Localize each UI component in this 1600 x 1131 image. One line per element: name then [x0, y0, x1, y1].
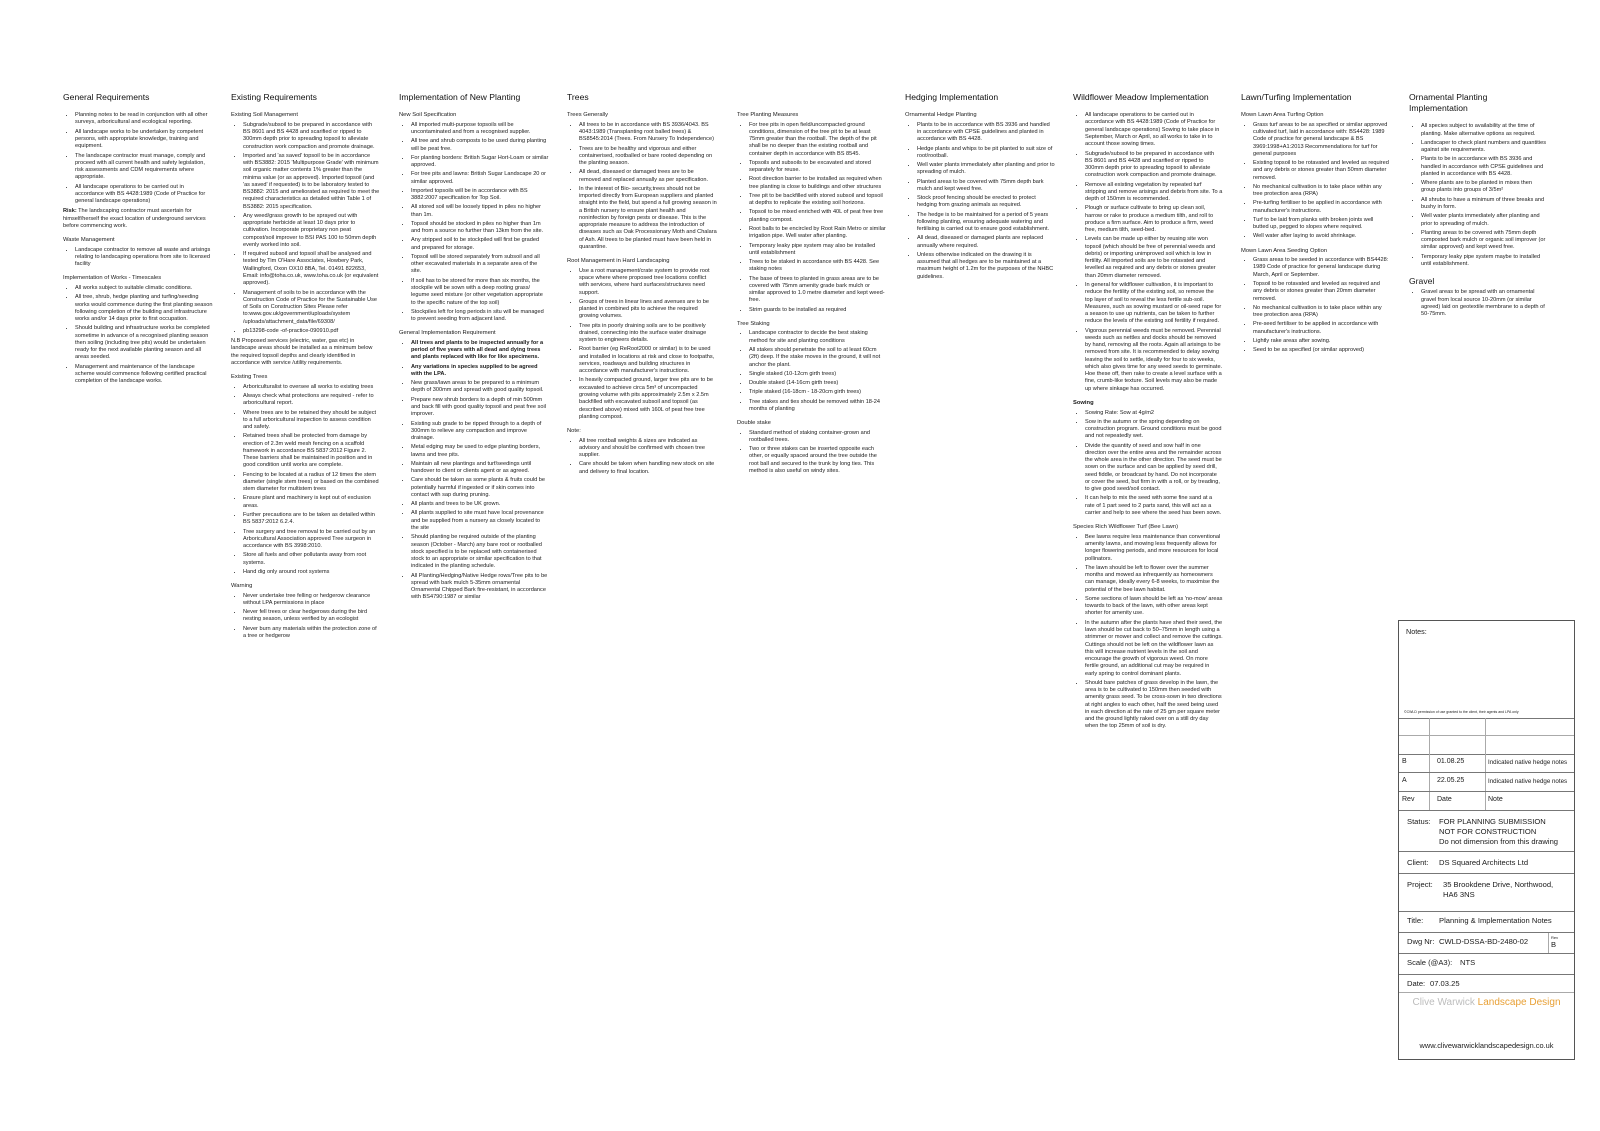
existing-trees-list — [231, 384, 381, 576]
scale-section — [1399, 954, 1574, 975]
grid-line — [1485, 754, 1486, 772]
list-item: • The hedge is to be maintained for a period of 5 years following planting, ensuring adequate watering and fertilising is carried out to ensure good establishment. — [917, 212, 1055, 234]
list-item: • All tree rootball weights & sizes are indicated as advisory and should be confirmed with chosen tree supplier. — [579, 438, 717, 460]
new-soil-list — [399, 122, 549, 324]
title-block — [1398, 620, 1575, 1060]
revision-letter: A — [1402, 777, 1407, 784]
list-item: • Topsoil to be rotavated and leveled as required and any debris or stones greater than 20mm diameter removed. — [1253, 281, 1389, 303]
list-item: • Double staked (14-16cm girth trees) — [749, 380, 887, 387]
logo-grey-text: Clive Warwick — [1412, 997, 1478, 1008]
timescales-list — [63, 285, 213, 385]
title-label: Title: — [1407, 916, 1424, 925]
subheading: Existing Soil Management — [231, 112, 299, 119]
grid-line — [1429, 754, 1430, 772]
scale-value: NTS — [1460, 958, 1476, 967]
list-item: • Trees are to be healthy and vigorous and either containerised, rootballed or bare rooted depending on the planting season. — [579, 146, 717, 168]
list-item: • Any weed/grass growth to be sprayed out with appropriate herbicide at least 10 days prior to cultivation. Incorporate proprietary non peat compost/soil improver to BSI PAS 100 to 50mm depth evenly worked into soil. — [243, 213, 381, 249]
grid-line — [1429, 718, 1430, 754]
hedging-list — [905, 122, 1055, 281]
list-item: • Hedge plants and whips to be pit planted to suit size of root/rootball. — [917, 146, 1055, 161]
list-item: • Ensure plant and machinery is kept out of exclusion areas. — [243, 495, 381, 510]
waste-list — [63, 247, 213, 269]
list-item: • New grass/lawn areas to be prepared to a minimum depth of 300mm and spread with good quality topsoil. — [411, 380, 549, 395]
list-item: • The landscape contractor must manage, comply and proceed with all current health and safety legislation, risk assessments and CDM requirements where appropriate. — [75, 153, 213, 182]
logo-orange-text: Landscape Design — [1477, 997, 1561, 1008]
list-item: • Imported topsoils will be in accordance with BS 3882:2007 specification for Top Soil. — [411, 188, 549, 203]
list-item: • For tree pits in open field/uncompacted ground conditions, dimension of the tree pit to be at least 75mm greater than the rootball. The depth of the pit shall be no deeper than the existing rootball and container depth in accordance with BS 8545. — [749, 122, 887, 158]
drawing-number-value: CWLD-DSSA-BD-2480-02 — [1439, 937, 1529, 946]
subheading: Tree Planting Measures — [737, 112, 799, 118]
list-item: • In the interest of Bio- security,trees should not be imported directly from European suppliers and planted straight into the field, but spend a full growing season in a British nursery to ensure plant health and noninfection by foreign pests or disease. This is the appropriate measure to address the introduction of diseases such as Oak Processionary Moth and Chalara of Ash. All trees to be planted must have been held in quarantine. — [579, 186, 717, 251]
list-item: • Seed to be as specified (or similar approved) — [1253, 347, 1389, 354]
list-item: • Well water plants immediately after planting and prior to spreading of mulch. — [917, 162, 1055, 177]
subheading: General Implementation Requirement — [399, 330, 496, 337]
revision-note: Indicated native hedge notes — [1488, 778, 1568, 785]
grid-line — [1548, 933, 1549, 953]
list-item: • Gravel areas to be spread with an ornamental gravel from local source 10-20mm (or similar agreed) laid on geotextile membrane to a depth of 50-75mm. — [1421, 289, 1547, 318]
list-item: • Management of soils to be in accordance with the Construction Code of Practice for the Sustainable Use of Soils on Construction Sites Please refer to:www.gov.uk/government/uploads/system /uploads/attachment_data/file/69308/ — [243, 290, 381, 326]
risk-text: The landscaping contractor must ascertain for himself/herself the exact location of underground services before commencing work. — [63, 208, 206, 229]
revision-header-note: Note — [1488, 796, 1503, 803]
list-item: • Well water after laying to avoid shrinkage. — [1253, 233, 1389, 240]
list-item: • Tree pit to be backfilled with stored subsoil and topsoil at depths to replicate the existing soil horizons. — [749, 193, 887, 208]
company-logo — [1399, 997, 1574, 1008]
list-item: • Remove all existing vegetation by repeated turf stripping and remove arisings and debris from site. To a depth of 150mm is recommended. — [1085, 182, 1223, 204]
list-item: • All Planting/Hedging/Native Hedge rows/Tree pits to be spread with bark mulch 5-35mm ornamental Ornamental Chipped Bark fire-resistant, in accordance with BS4790:1987 or similar — [411, 573, 549, 602]
list-item: • Any variations in species supplied to be agreed with the LPA. — [411, 364, 549, 379]
project-section — [1399, 874, 1574, 912]
risk-note — [63, 208, 213, 230]
list-item: • Hand dig only around root systems — [243, 569, 381, 576]
list-item: • All tree, shrub, hedge planting and turfing/seeding works would commence during the first planting season following completion of the building and infrastructure works and/or 14 days prior to first occupation. — [75, 294, 213, 323]
general-implementation-list — [399, 380, 549, 601]
lawn-turfing-column — [1241, 92, 1389, 356]
list-item: • Levels can be made up either by reusing site won topsoil (which should be free of perennial weeds and debris) or importing unimproved soil which is low in fertility. All imported soils are to be rotavated and levelled as required and any debris or stones greater than 20mm diameter removed. — [1085, 236, 1223, 280]
list-item: • Pre-seed fertiliser to be applied in accordance with manufacturer's instructions. — [1253, 321, 1389, 336]
list-item: • Fencing to be located at a radius of 12 times the stem diameter (single stem trees) or based on the combined stem diameter for multistem trees — [243, 472, 381, 494]
list-item: • Grass turf areas to be as specified or similar approved cultivated turf, laid in accordance with: BS4428: 1989 Code of practice for general landscape & BS 3969:1998+A1:2013 Recommendations for turf for general purposes — [1253, 122, 1389, 158]
list-item: • Never burn any materials within the protection zone of a tree or hedgerow — [243, 626, 381, 641]
list-item: • Tree stakes and ties should be removed within 18-24 months of planting — [749, 399, 887, 414]
revision-header-row — [1399, 792, 1574, 811]
notes-box — [1399, 621, 1574, 719]
root-management-list — [567, 268, 717, 421]
grid-line — [1485, 792, 1486, 810]
drawing-number-label: Dwg Nr: — [1407, 937, 1435, 946]
hedging-column — [905, 92, 1055, 283]
section-heading: General Requirements — [63, 92, 150, 102]
section-heading: Wildflower Meadow Implementation — [1073, 92, 1209, 102]
list-item: • It can help to mix the seed with some fine sand at a rate of 1 part seed to 2 parts sand, this will act as a carrier and help to see where the seed has been sown. — [1085, 495, 1223, 517]
tree-measures-list — [737, 122, 887, 314]
list-item: • Where plants are to be planted in mixes then group plants into groups of 3/5m² — [1421, 180, 1547, 195]
list-item: • Pre-turfing fertiliser to be applied in accordance with manufacturer's instructions. — [1253, 200, 1389, 215]
list-item: • Imported and 'as saved' topsoil to be in accordance with BS3882: 2015 'Multipurpose Grade' with minimum soil organic matter contents 1% greater than the minima value (or as approved). Imported topsoil (and 'as saved' if requested) is to be laboratory tested to BS3882: 2015 and ameliorated as required to meet the required characteristics as detailed within Table 1 of BS3882: 2015 specification. — [243, 153, 381, 211]
subheading: Trees Generally — [567, 112, 609, 119]
subheading: Note: — [567, 428, 581, 435]
list-item: • Store all fuels and other pollutants away from root systems. — [243, 552, 381, 567]
status-value — [1439, 817, 1558, 847]
drawing-rev-value: B — [1551, 940, 1557, 949]
list-item: • Planning notes to be read in conjunction with all other surveys, arboricultural and ecological reporting. — [75, 112, 213, 127]
list-item: • All imported multi-purpose topsoils will be uncontaminated and from a recognised supplier. — [411, 122, 549, 137]
list-item: • Topsoil to be mixed enriched with 40L of peat free tree planting compost. — [749, 209, 887, 224]
drawing-number-section — [1399, 933, 1574, 954]
subheading: Implementation of Works - Timescales — [63, 275, 162, 282]
general-requirements-column — [63, 92, 213, 387]
list-item: • Existing sub grade to be ripped through to a depth of 300mm to relieve any compaction and improve drainage. — [411, 421, 549, 443]
grid-line — [1399, 735, 1574, 736]
list-item: • Plough or surface cultivate to bring up clean soil, harrow or rake to produce a medium tilth, and roll to produce a firm surface. Aim to produce a firm, weed free, medium tilth, seed-bed. — [1085, 205, 1223, 234]
list-item: • Care should be taken as some plants & fruits could be potentially harmful if ingested or if skin comes into contact with sap during pruning. — [411, 477, 549, 499]
list-item: • In general for wildflower cultivation, it is important to reduce the fertility of the existing soil, so remove the top layer of soil to reveal the less fertile sub-soil. Measures, such as sowing mustard or oil-seed rape for a season to use up nutrients, can be taken to further reduce the levels of the existing soil fertility if required. — [1085, 282, 1223, 326]
project-line: 35 Brookdene Drive, Northwood, — [1443, 880, 1554, 889]
status-label: Status: — [1407, 817, 1431, 826]
status-line: FOR PLANNING SUBMISSION — [1439, 817, 1546, 826]
list-item: • All landscape works to be undertaken by competent persons, with appropriate knowledge, training and equipment. — [75, 129, 213, 151]
grid-line — [1485, 773, 1486, 791]
subheading: Species Rich Wildflower Turf (Bee Lawn) — [1073, 524, 1179, 531]
ornamental-list — [1409, 123, 1547, 268]
list-item: • Root direction barrier to be installed as required when tree planting is close to buildings and other structures — [749, 176, 887, 191]
trees-column — [567, 92, 717, 478]
status-line: NOT FOR CONSTRUCTION — [1439, 827, 1537, 837]
list-item: • Topsoils and subsoils to be excavated and stored separately for reuse. — [749, 160, 887, 175]
list-item: • Metal edging may be used to edge planting borders, lawns and tree pits. — [411, 444, 549, 459]
revision-letter: B — [1402, 758, 1407, 765]
subheading: Mown Lawn Area Seeding Option — [1241, 247, 1328, 254]
list-item: • All plants supplied to site must have local provenance and be supplied from a nursery as closely located to the site — [411, 510, 549, 532]
list-item: • Temporary leaky pipe system may also be installed until establishment — [749, 243, 887, 258]
list-item: • The base of trees to planted in grass areas are to be covered with 75mm amenity grade bark mulch or similar approved to 1.0 metre diameter and kept weed-free. — [749, 276, 887, 305]
revision-header-rev: Rev — [1402, 796, 1415, 803]
list-item: • Grass areas to be seeded in accordance with BS4428: 1989 Code of practice for general landscape during March, April or September. — [1253, 257, 1389, 279]
section-heading: Lawn/Turfing Implementation — [1241, 92, 1352, 102]
scale-label: Scale (@A3): — [1407, 958, 1453, 967]
revision-date: 01.08.25 — [1437, 758, 1465, 765]
tree-note-list — [567, 438, 717, 476]
list-item: • Topsoil will be stored separately from subsoil and all other excavated materials in a separate area of the site. — [411, 254, 549, 276]
list-item: • Management and maintenance of the landscape scheme would commence following certified practical completion of the landscape works. — [75, 364, 213, 386]
list-item: • Retained trees shall be protected from damage by erection of 2.3m weld mesh fencing on a scaffold framework in accordance BS 5837:2012 Figure 2. These barriers shall be maintained in position and in good condition until works are complete. — [243, 433, 381, 469]
list-item: • Two or three stakes can be inserted opposite each other, or equally spaced around the tree outside the root ball and secured to the trunk by long ties. This method is also useful on windy sites. — [749, 446, 887, 475]
list-item: • Should building and infrastructure works be completed sometime in advance of a recognised planting season then soiling (including tree pits) would be undertaken ready for the next available planting season and all areas seeded. — [75, 325, 213, 361]
list-item: • Maintain all new plantings and turf/seedings until handover to client or clients agent or as agreed. — [411, 461, 549, 476]
copyright-note: ©CWLD permission of use granted to the client, their agents and LPA only — [1404, 710, 1519, 714]
title-value: Planning & Implementation Notes — [1439, 916, 1552, 925]
subheading: Waste Management — [63, 237, 115, 244]
project-value — [1443, 880, 1553, 900]
list-item: • Strim guards to be installed as required — [749, 307, 887, 314]
date-label: Date: — [1407, 979, 1426, 988]
list-item: • Never undertake tree felling or hedgerow clearance without LPA permissions in place — [243, 593, 381, 608]
list-item: • Turf to be laid from planks with broken joints well butted up, pegged to slopes where required. — [1253, 217, 1389, 232]
list-item: • Subgrade/subsoil to be prepared in accordance with BS 8601 and BS 4428 and scarified or ripped to 300mm depth prior to spreading topsoil to alleviate construction work compaction and promote drainage. — [243, 122, 381, 151]
title-section — [1399, 912, 1574, 933]
list-item: • Divide the quantity of seed and sow half in one direction over the entire area and the remainder across the whole area in the other direction. The seed must be sown on the surface and can be applied by seed drill, seed fiddle, or broadcast by hand. Do not incorporate or cover the seed, but firm in with a roll, or by treading, to give good seed/soil contact. — [1085, 443, 1223, 494]
revision-row — [1399, 773, 1574, 792]
list-item: • Root balls to be encircled by Root Rain Metro or similar irrigation pipe. Well water after planting. — [749, 226, 887, 241]
list-item: • Sow in the autumn or the spring depending on construction program. Ground conditions must be good and not repeatedly wet. — [1085, 419, 1223, 441]
list-item: • Landscaper to check plant numbers and quantities against site requirements. — [1421, 140, 1547, 155]
list-item: • All landscape operations to be carried out in accordance with BS 4428:1989 (Code of Practice for general landscape operations) Sowing to take place in September, March or April, so all works to take in to account those sowing times. — [1085, 112, 1223, 148]
wildflower-list — [1073, 112, 1223, 393]
new-planting-column — [399, 92, 549, 604]
list-item: • If required subsoil and topsoil shall be analysed and tested by Tim O'Hare Associates, Howbery Park, Wallingford, Oxon OX10 8BA, Tel. 01491 822653, Email: info@toha.co.uk, www.toha.co.uk (or equivalent approved). — [243, 251, 381, 287]
list-item: • Topsoil should be stocked in piles no higher than 1m and from a source no further than 13km from the site. — [411, 221, 549, 236]
list-item: • Where trees are to be retained they should be subject to a full arboricultural inspection to assess condition and safety. — [243, 410, 381, 432]
revision-row — [1399, 754, 1574, 773]
client-section — [1399, 852, 1574, 874]
tree-staking-list — [737, 330, 887, 413]
list-item: • Prepare new shrub borders to a depth of min 500mm and back fill with good quality topsoil and peat free soil improver. — [411, 397, 549, 419]
drawing-rev-label: Rev — [1551, 935, 1559, 940]
revision-note: Indicated native hedge notes — [1488, 759, 1568, 766]
list-item: • Root barrier (eg ReRoot2000 or similar) is to be used and installed in locations at risk and close to footpaths, services, roadways and building structures in accordance with manufacturer's instructions. — [579, 346, 717, 375]
grid-line — [1429, 773, 1430, 791]
list-item: • Care should be taken when handling new stock on site and delivery to final location. — [579, 461, 717, 476]
list-item: • Subgrade/subsoil to be prepared in accordance with BS 8601 and BS 4428 and scarified or ripped to 300mm depth prior to spreading topsoil to alleviate construction work compaction and promote drainage. — [1085, 151, 1223, 180]
list-item: • All stakes should penetrate the soil to at least 60cm (2ft) deep. If the stake moves in the ground, it will not anchor the plant. — [749, 347, 887, 369]
risk-label: Risk: — [63, 208, 77, 215]
status-line: Do not dimension from this drawing — [1439, 837, 1559, 847]
list-item: • Lightly rake areas after sowing. — [1253, 338, 1389, 345]
list-item: • Groups of trees in linear lines and avenues are to be planted in combined pits to achieve the required growing volumes. — [579, 299, 717, 321]
list-item: • All shrubs to have a minimum of three breaks and bushy in form. — [1421, 197, 1547, 212]
wildflower-column — [1073, 92, 1223, 733]
list-item: • In the autumn after the plants have shed their seed, the lawn should be cut back to 50–75mm in length using a strimmer or mower and collect and remove the cuttings. Cuttings should not be left on the wildflower lawn as this will increase nutrient levels in the soil and encourage the growth of vigorous weed. On more fertile ground, an additional cut may be required in early spring to control dominant plants. — [1085, 620, 1223, 678]
list-item: • Standard method of staking container-grown and rootballed trees. — [749, 430, 887, 445]
gravel-list — [1409, 289, 1547, 318]
list-item: • Sowing Rate: Sow at 4g/m2 — [1085, 410, 1223, 417]
date-value: 07.03.25 — [1430, 979, 1460, 988]
list-item: • Should bare patches of grass develop in the lawn, the area is to be cultivated to 150mm then seeded with amenity grass seed. To be cross-sown in two directions at right angles to each other, half the seed being used in each direction at the rate of 25 gm per square meter and the ground lightly raked over on a still dry day when the top 25mm of soil is dry. — [1085, 680, 1223, 731]
subheading: Root Management in Hard Landscaping — [567, 258, 670, 265]
list-item: • The lawn should be left to flower over the summer months and mowed as infrequently as homeowners can manage, ideally every 6-8 weeks, to maximise the potential of the bee lawn habitat. — [1085, 565, 1223, 594]
list-item: • All stored soil will be loosely tipped in piles no higher than 1m. — [411, 204, 549, 219]
website-text: www.clivewarwicklandscapedesign.co.uk — [1419, 1041, 1554, 1050]
list-item: • All plants and trees to be UK grown. — [411, 501, 549, 508]
list-item: • For planting borders: British Sugar Hort-Loam or similar approved. — [411, 155, 549, 170]
trees-general-list — [567, 122, 717, 252]
sowing-list — [1073, 410, 1223, 518]
tree-planting-column — [737, 112, 887, 477]
list-item: • If soil has to be stored for more than six months, the stockpile will be sown with a deep rooting grass/ legume seed mixture (or other vegetation appropriate to the specific nature of the top soil) — [411, 278, 549, 307]
section-heading: Hedging Implementation — [905, 92, 999, 102]
soil-list — [231, 122, 381, 335]
section-heading: Ornamental Planting Implementation — [1409, 92, 1488, 114]
list-item: • Planted areas to be covered with 75mm depth bark mulch and kept weed free. — [917, 179, 1055, 194]
list-item: • All trees to be in accordance with BS 3936/4043. BS 4043:1989 (Transplanting root balled trees) & BS8545:2014 (Trees. From Nursery To Independence) — [579, 122, 717, 144]
list-item: • Planting areas to be covered with 75mm depth composted bark mulch or organic soil improver (or similar approved) and kept weed free. — [1421, 230, 1547, 252]
revision-date: 22.05.25 — [1437, 777, 1465, 784]
client-value: DS Squared Architects Ltd — [1439, 858, 1529, 867]
list-item: • Unless otherwise indicated on the drawing it is assumed that all hedges are to be maintained at a maximum height of 1.2m for the purposes of the NHBC guidelines. — [917, 252, 1055, 281]
notes-label: Notes: — [1406, 627, 1427, 636]
subheading: Tree Staking — [737, 320, 770, 327]
subheading: Warning — [231, 583, 253, 590]
subheading: Existing Trees — [231, 374, 268, 381]
list-item: • No mechanical cultivation is to take place within any tree protection area (RPA) — [1253, 184, 1389, 199]
list-item: • pb13298-code -of-practice-090910.pdf — [243, 328, 381, 335]
list-item: • Further precautions are to be taken as detailed within BS 5837:2012 6.2.4. — [243, 512, 381, 527]
list-item: • In heavily compacted ground, larger tree pits are to be excavated to achieve circa 5m³ of uncompacted growing volume with pits approximately 2.5m x 2.5m backfilled with excavated subsoil and topsoil (as described above) mixed with 160L of peat free tree planting compost. — [579, 377, 717, 421]
list-item: • All tree and shrub composts to be used during planting will be peat free. — [411, 138, 549, 153]
project-label: Project: — [1407, 880, 1433, 889]
list-item: • Any stripped soil to be stockpiled will first be graded and prepared for storage. — [411, 237, 549, 252]
list-item: • Should planting be required outside of the planting season (October - March) any bare root or rootballed stock specified is to be replaced with containerised stock to an appropriate or similar specification to that indicated in the planting schedule. — [411, 534, 549, 570]
list-item: • Landscape contractor to decide the best staking method for site and planting conditions — [749, 330, 887, 345]
turf-list — [1241, 122, 1389, 241]
subheading: Sowing — [1073, 400, 1094, 406]
list-item: • Stock proof fencing should be erected to protect hedging from grazing animals as required. — [917, 195, 1055, 210]
project-line: HA6 3NS — [1443, 890, 1475, 900]
subheading: New Soil Specification — [399, 112, 457, 119]
list-item: • Plants to be in accordance with BS 3936 and handled in accordance with CPSE guidelines and planted in accordance with BS 4428. — [1421, 156, 1547, 178]
subheading: Mown Lawn Area Turfing Option — [1241, 112, 1324, 119]
section-heading: Existing Requirements — [231, 92, 317, 102]
list-item: • Tree pits in poorly draining soils are to be positively drained, connecting into the surface water drainage system to engineers details. — [579, 323, 717, 345]
list-item: • Use a root management/crate system to provide root space where where proposed tree locations conflict with services, where hard surfaces/structures need support. — [579, 268, 717, 297]
list-item: • Single staked (10-12cm girth trees) — [749, 371, 887, 378]
list-item: • All works subject to suitable climatic conditions. — [75, 285, 213, 292]
bold-requirements-list — [399, 340, 549, 378]
list-item: • All dead, diseased or damaged plants are replaced annually where required. — [917, 235, 1055, 250]
list-item: • Well water plants immediately after planting and prior to spreading of mulch. — [1421, 213, 1547, 228]
section-heading: Trees — [567, 92, 589, 102]
blank-revision-grid — [1399, 718, 1574, 755]
list-item: • Triple staked (16-18cm - 18-20cm girth trees) — [749, 389, 887, 396]
revision-header-date: Date — [1437, 796, 1452, 803]
client-label: Client: — [1407, 858, 1429, 867]
general-list — [63, 112, 213, 205]
list-item: • Temporary leaky pipe system maybe to installed until establishment. — [1421, 254, 1547, 269]
list-item: • Existing topsoil to be rotavated and leveled as required and any debris or stones greater than 50mm diameter removed. — [1253, 160, 1389, 182]
list-item: • Never fell trees or clear hedgerows during the bird nesting season, unless verified by an ecologist — [243, 609, 381, 624]
list-item: • Trees to be staked in accordance with BS 4428. See staking notes — [749, 259, 887, 274]
existing-requirements-column — [231, 92, 381, 642]
services-note: N.B Proposed services (electric, water, gas etc) in landscape areas should be installed as a minimum below the required topsoil depths and clearly identified in accordance with service /utility requirements. — [231, 338, 373, 366]
grid-line — [1429, 792, 1430, 810]
list-item: • Plants to be in accordance with BS 3936 and handled in accordance with CPSE guidelines and planted in accordance with BS 4428. — [917, 122, 1055, 144]
subheading: Double stake — [737, 420, 771, 427]
grid-line — [1485, 718, 1486, 754]
section-heading: Implementation of New Planting — [399, 92, 521, 102]
subheading: Gravel — [1409, 276, 1435, 287]
double-stake-list — [737, 430, 887, 476]
list-item: • Arboriculturalist to oversee all works to existing trees — [243, 384, 381, 391]
divider — [1399, 992, 1574, 993]
list-item: • No mechanical cultivation is to take place within any tree protection area (RPA) — [1253, 305, 1389, 320]
list-item: • All dead, diseased or damaged trees are to be removed and replaced annually as per specification. — [579, 169, 717, 184]
list-item: • Vigorous perennial weeds must be removed. Perennial weeds such as nettles and docks should be removed by hand, removing all the roots. Again all arisings to be removed from site. It is recommended to delay sowing leaving the soil to settle, ideally for four to six weeks, which also gives time for any weed seeds to germinate. Hoe these off, then rake to create a level surface with a fine, crumb-like texture. Soil levels may also be made up where sinkage has occurred. — [1085, 328, 1223, 393]
warning-list — [231, 593, 381, 641]
ornamental-column — [1409, 92, 1547, 320]
list-item: • All species subject to availability at the time of planting. Make alternative options as required. — [1421, 123, 1547, 138]
list-item: • Bee lawns require less maintenance than conventional amenity lawns, and mowing less frequently allows for longer flowering periods, and more resources for local pollinators. — [1085, 534, 1223, 563]
status-section — [1399, 811, 1574, 852]
list-item: • For tree pits and lawns: British Sugar Landscape 20 or similar approved. — [411, 171, 549, 186]
list-item: • Tree surgery and tree removal to be carried out by an Arboricultural Association approved Tree surgeon in accordance with BS 3998:2010. — [243, 529, 381, 551]
list-item: • Always check what protections are required - refer to arboricultural report. — [243, 393, 381, 408]
list-item: • Stockpiles left for long periods in situ will be managed to prevent seeding from adjacent land. — [411, 309, 549, 324]
subheading: Ornamental Hedge Planting — [905, 112, 977, 119]
seed-list — [1241, 257, 1389, 354]
list-item: • All trees and plants to be inspected annually for a period of five years with all dead and dying trees and plants replaced with like for like specimens. — [411, 340, 549, 362]
bee-lawn-list — [1073, 534, 1223, 731]
list-item: • Some sections of lawn should be left as 'no-mow' areas towards to back of the lawn, with other areas kept shorter for amenity use. — [1085, 596, 1223, 618]
list-item: • Landscape contractor to remove all waste and arisings relating to landscaping operations from site to licensed facility — [75, 247, 213, 269]
list-item: • All landscape operations to be carried out in accordance with BS 4428:1989 (Code of Practice for general landscape operations) — [75, 184, 213, 206]
